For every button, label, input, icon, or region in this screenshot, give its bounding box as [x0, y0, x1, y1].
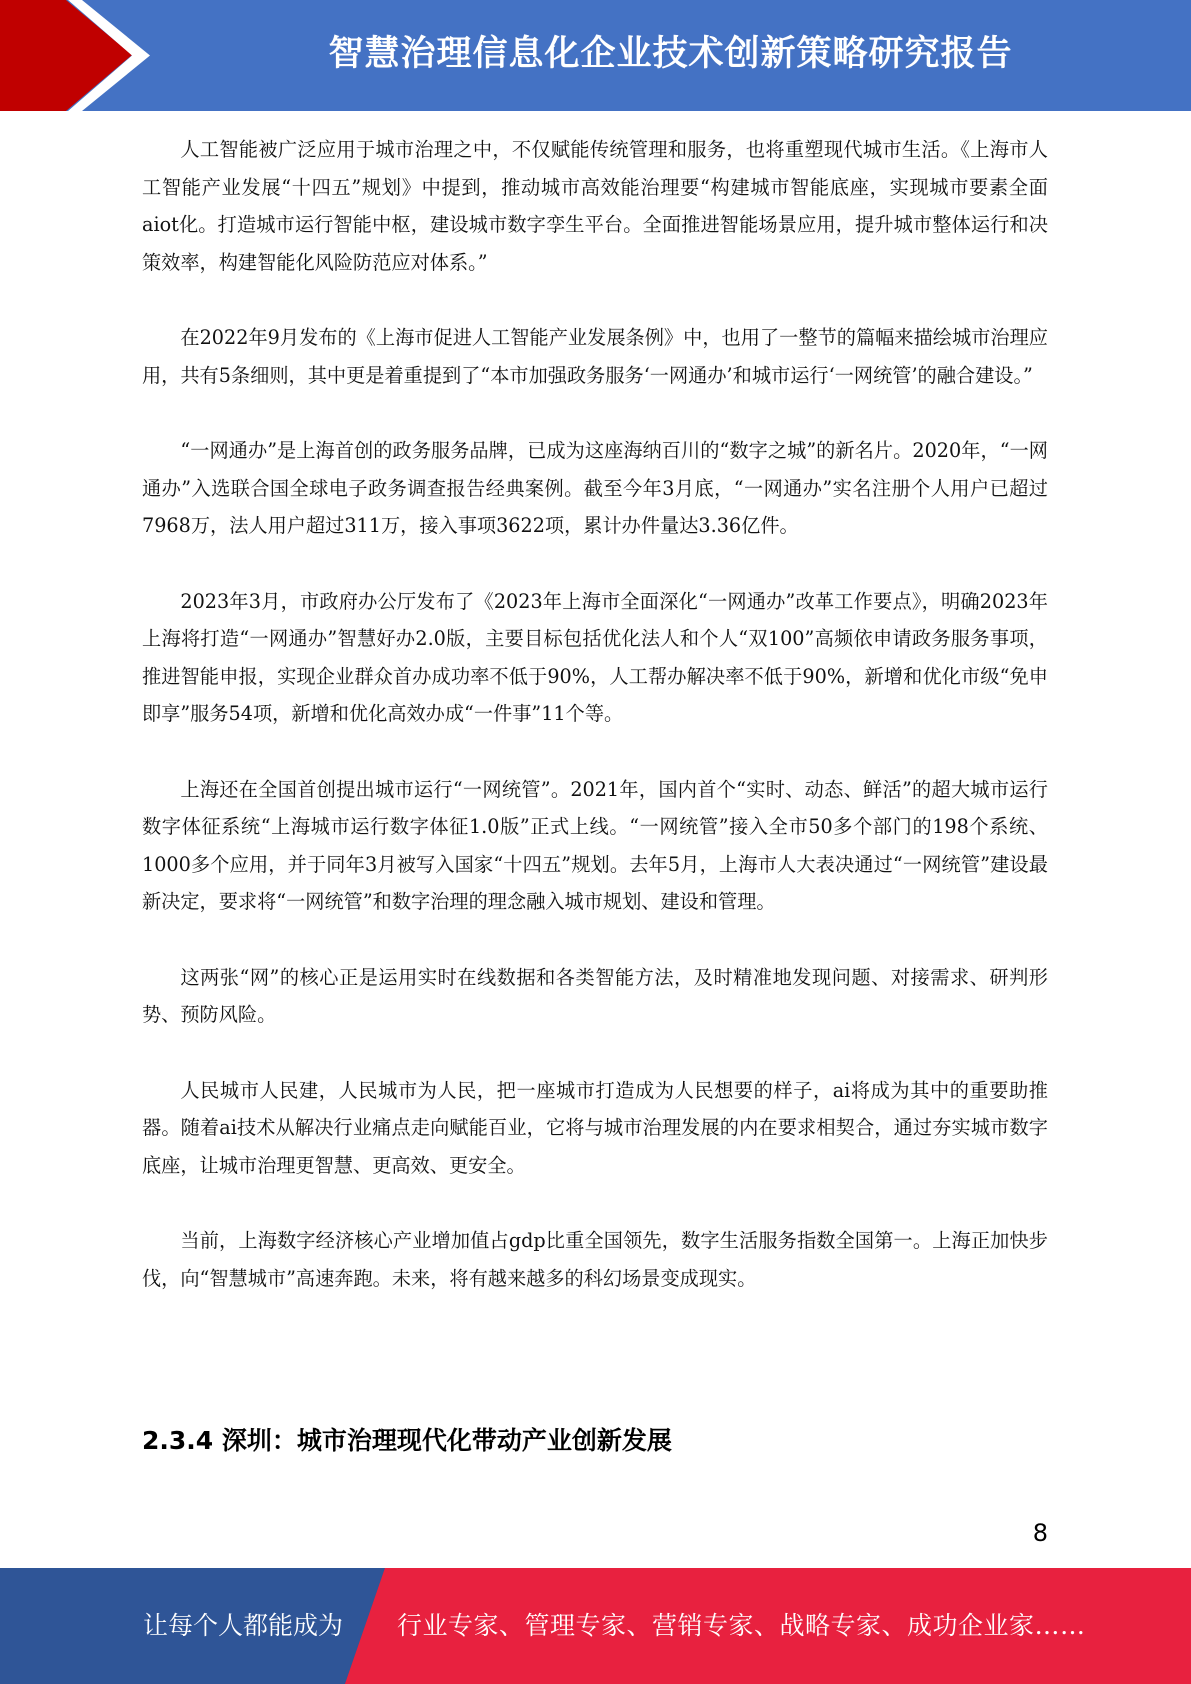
- main-content: [142, 131, 1048, 1297]
- footer-slogan-right: 行业专家、管理专家、营销专家、战略专家、成功企业家……: [397, 1611, 1086, 1640]
- document-title: 智慧治理信息化企业技术创新策略研究报告: [328, 34, 1013, 74]
- header-chevron-icon: [68, 0, 150, 111]
- page-footer: [0, 1568, 1191, 1684]
- paragraph: 人工智能被广泛应用于城市治理之中，不仅赋能传统管理和服务，也将重塑现代城市生活。《上海市人工智能产业发展“十四五”规划》中提到，推动城市高效能治理要“构建城市智能底座，实现城市要素全面aiot化。打造城市运行智能中枢，建设城市数字孪生平台。全面推进智能场景应用，提升城市整体运行和决策效率，构建智能化风险防范应对体系。”: [142, 138, 1048, 274]
- paragraph: 在2022年9月发布的《上海市促进人工智能产业发展条例》中，也用了一整节的篇幅来描绘城市治理应用，共有5条细则，其中更是着重提到了“本市加强政务服务‘一网通办’和城市运行‘一网统管’的融合建设。”: [142, 326, 1048, 387]
- header-red-block: [0, 0, 66, 111]
- page-header: [0, 0, 1191, 111]
- page-number: 8: [1032, 1519, 1048, 1547]
- paragraph: 上海还在全国首创提出城市运行“一网统管”。2021年，国内首个“实时、动态、鲜活”的超大城市运行数字体征系统“上海城市运行数字体征1.0版”正式上线。“一网统管”接入全市50多个部门的198个系统、1000多个应用，并于同年3月被写入国家“十四五”规划。去年5月，上海市人大表决通过“一网统管”建设最新决定，要求将“一网统管”和数字治理的理念融入城市规划、建设和管理。: [142, 777, 1048, 913]
- paragraph: 当前，上海数字经济核心产业增加值占gdp比重全国领先，数字生活服务指数全国第一。上海正加快步伐，向“智慧城市”高速奔跑。未来，将有越来越多的科幻场景变成现实。: [142, 1229, 1048, 1290]
- paragraph: 人民城市人民建，人民城市为人民，把一座城市打造成为人民想要的样子，ai将成为其中的重要助推器。随着ai技术从解决行业痛点走向赋能百业，它将与城市治理发展的内在要求相契合，通过夯实城市数字底座，让城市治理更智慧、更高效、更安全。: [142, 1078, 1048, 1177]
- paragraph: “一网通办”是上海首创的政务服务品牌，已成为这座海纳百川的“数字之城”的新名片。2020年，“一网通办”入选联合国全球电子政务调查报告经典案例。截至今年3月底，“一网通办”实名注册个人用户已超过7968万，法人用户超过311万，接入事项3622项，累计办件量达3.36亿件。: [142, 439, 1048, 537]
- footer-slogan-left: 让每个人都能成为: [143, 1611, 344, 1640]
- paragraph: 2023年3月，市政府办公厅发布了《2023年上海市全面深化“一网通办”改革工作要点》，明确2023年上海将打造“一网通办”智慧好办2.0版，主要目标包括优化法人和个人“双100”高频依申请政务服务事项，推进智能申报，实现企业群众首办成功率不低于90%，人工帮办解决率不低于90%，新增和优化市级“免申即享”服务54项，新增和优化高效办成“一件事”11个等。: [142, 589, 1048, 725]
- paragraph: 这两张“网”的核心正是运用实时在线数据和各类智能方法，及时精准地发现问题、对接需求、研判形势、预防风险。: [142, 965, 1048, 1026]
- section-heading: 2.3.4 深圳：城市治理现代化带动产业创新发展: [142, 1426, 672, 1455]
